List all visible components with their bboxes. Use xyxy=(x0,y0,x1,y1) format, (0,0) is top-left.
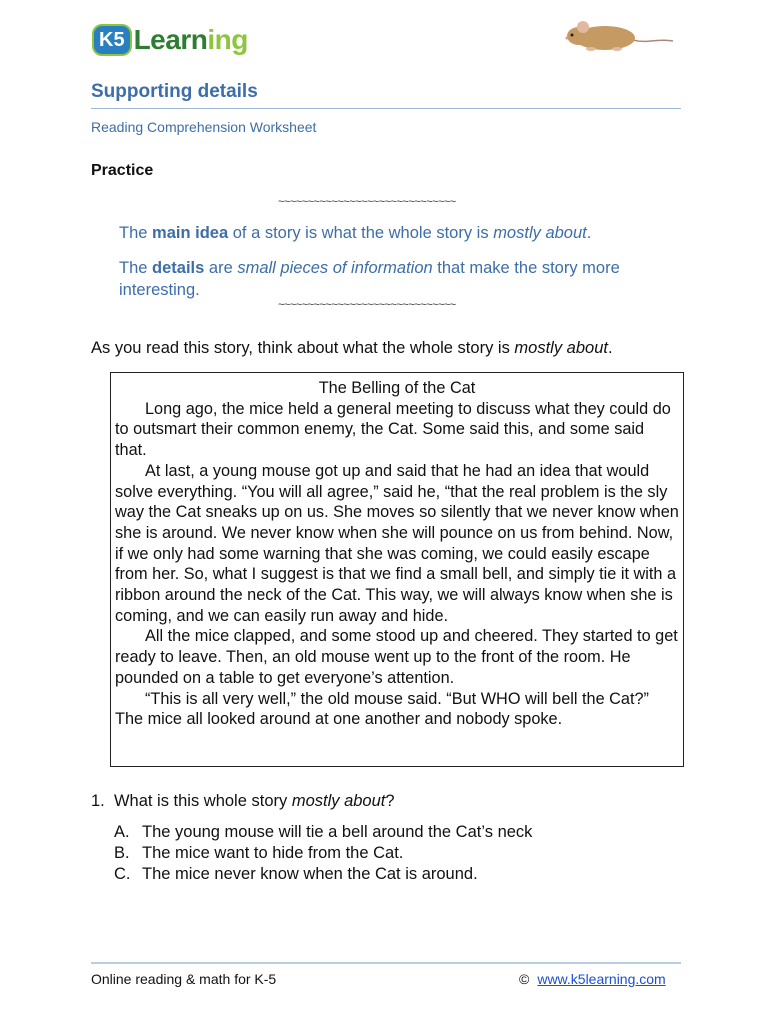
details-definition: The details are small pieces of information that make the story more interesting. xyxy=(119,259,620,299)
story-paragraph: “This is all very well,” the old mouse said. “But WHO will bell the Cat?” The mice all looked around at one another and nobody spoke. xyxy=(115,689,649,729)
footer-website-link[interactable]: www.k5learning.com xyxy=(537,971,666,987)
story-paragraph: Long ago, the mice held a general meeting to discuss what they could do to outsmart their common enemy, the Cat. Some said this, and some said that. xyxy=(115,399,671,460)
answer-options xyxy=(114,822,532,885)
story-title: The Belling of the Cat xyxy=(318,379,476,397)
footer-divider xyxy=(91,962,681,964)
page-title: Supporting details xyxy=(91,81,258,102)
answer-option-b[interactable]: B. The mice want to hide from the Cat. xyxy=(114,844,404,862)
logo-badge: K5 xyxy=(92,24,132,56)
story-box xyxy=(110,372,684,767)
story-paragraph: All the mice clapped, and some stood up and cheered. They started to get ready to leave. Then, an old mouse went up to the front of the room. He pounded on a table to get everyone’s attention. xyxy=(115,627,678,687)
main-idea-definition: The main idea of a story is what the whole story is mostly about. xyxy=(119,224,592,242)
tilde-divider-top: ~~~~~~~~~~~~~~~~~~~~~~~~~~~~~~ xyxy=(278,196,456,208)
question-1: 1. What is this whole story mostly about? xyxy=(91,792,395,810)
page-subtitle: Reading Comprehension Worksheet xyxy=(91,119,317,135)
title-divider xyxy=(91,108,681,109)
reading-instruction: As you read this story, think about what the whole story is mostly about. xyxy=(91,339,613,357)
mouse-illustration xyxy=(563,14,675,54)
k5-logo xyxy=(92,22,248,58)
answer-option-a[interactable]: A. The young mouse will tie a bell around the Cat’s neck xyxy=(114,823,533,841)
logo-text: Learning xyxy=(133,24,248,55)
tilde-divider-bottom: ~~~~~~~~~~~~~~~~~~~~~~~~~~~~~~ xyxy=(278,299,456,311)
section-heading: Practice xyxy=(91,162,154,179)
footer-tagline: Online reading & math for K-5 xyxy=(91,971,277,987)
answer-option-c[interactable]: C. The mice never know when the Cat is around. xyxy=(114,865,478,883)
footer-copyright: © www.k5learning.com xyxy=(519,971,666,987)
story-paragraph: At last, a young mouse got up and said that he had an idea that would solve everything. “You will all agree,” said he, “that the real problem is the sly way the Cat sneaks up on us. She moves so silently that we never know when she is around. We never know when she will pounce on us from behind. Now, if we only had some warning that she was coming, we could easily escape from her. So, what I suggest is that we find a small bell, and simply tie it with a ribbon around the neck of the Cat. This way, we will always know when she is coming, and we can easily run away and hide. xyxy=(115,461,679,625)
